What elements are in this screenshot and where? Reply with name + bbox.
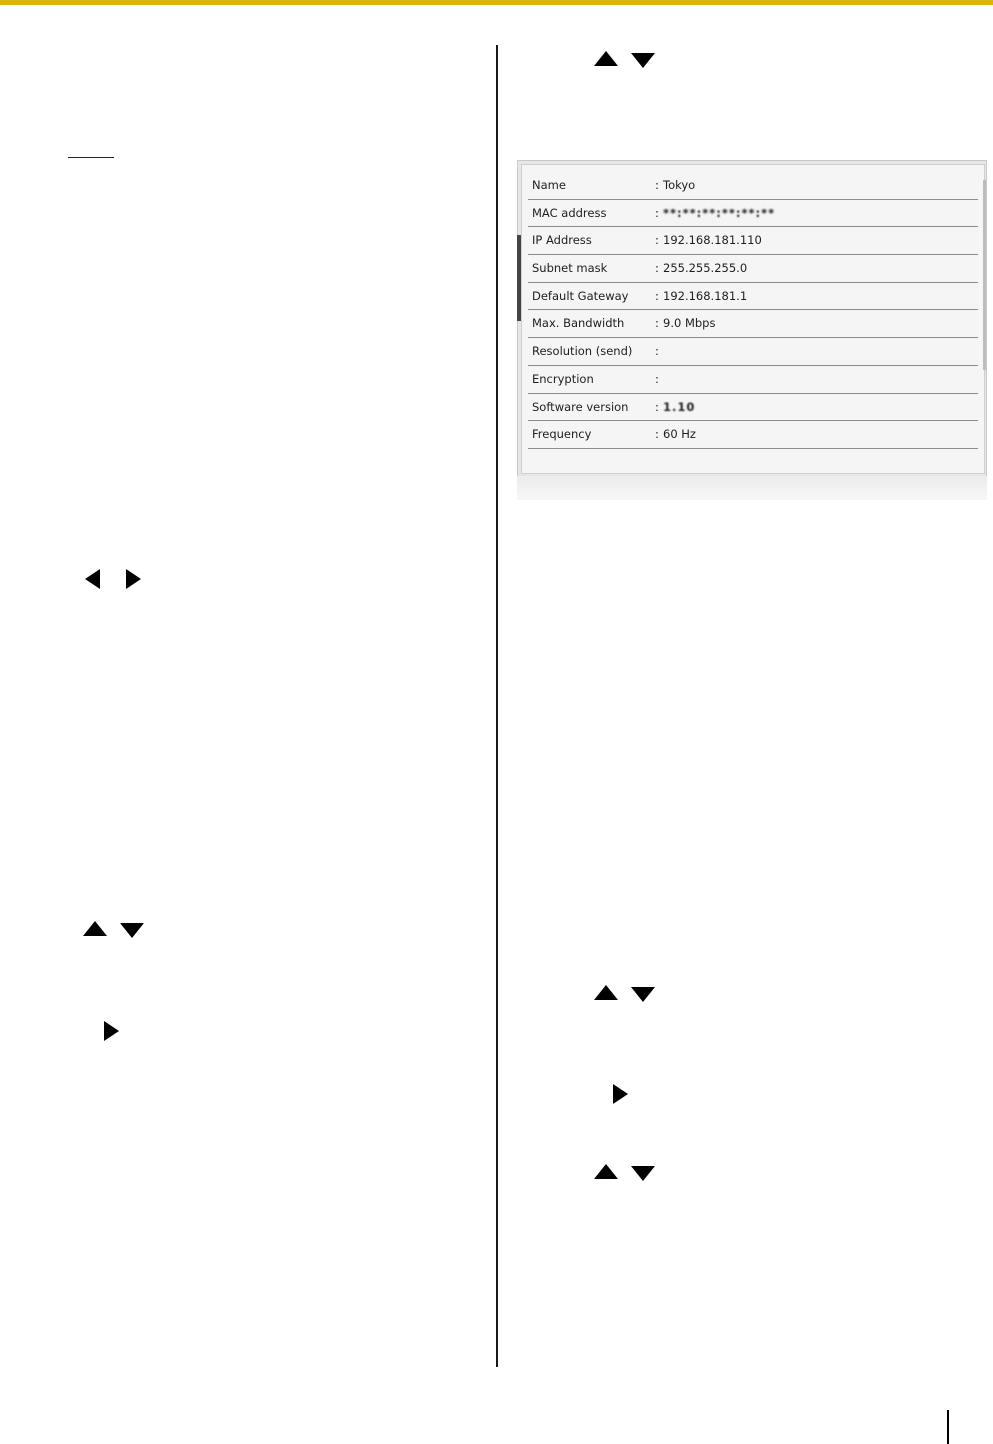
status-row-value: 192.168.181.1 xyxy=(663,288,748,303)
status-row-value: Tokyo xyxy=(663,178,696,192)
status-row-separator: : xyxy=(655,399,659,414)
column-divider xyxy=(496,45,498,1367)
arrow-down-icon xyxy=(120,923,144,938)
status-row-value: 60 Hz xyxy=(663,427,696,442)
status-row-label: IP Address xyxy=(532,233,592,248)
status-row-ip xyxy=(528,227,978,255)
arrow-up-icon xyxy=(594,51,618,66)
arrow-up-icon xyxy=(83,921,107,936)
status-row-name xyxy=(528,172,978,200)
status-row-label: Encryption xyxy=(532,371,594,386)
status-row-value: **:**:**:**:**:** xyxy=(663,205,776,220)
status-row-bandwidth xyxy=(528,310,978,338)
status-row-label: Resolution (send) xyxy=(532,344,633,359)
status-row-label: Default Gateway xyxy=(532,288,629,303)
status-row-value: 9.0 Mbps xyxy=(663,316,716,331)
status-row-label: Name xyxy=(532,178,566,192)
status-row-value: 255.255.255.0 xyxy=(663,261,748,276)
status-row-label: Software version xyxy=(532,399,629,414)
status-info-table xyxy=(528,172,978,449)
status-row-mac xyxy=(528,200,978,228)
status-row-resolution xyxy=(528,338,978,366)
status-row-separator: : xyxy=(655,178,659,192)
status-row-separator: : xyxy=(655,261,659,276)
note-underline xyxy=(68,157,114,158)
status-row-label: Subnet mask xyxy=(532,261,608,276)
status-row-separator: : xyxy=(655,371,659,386)
status-row-separator: : xyxy=(655,205,659,220)
status-row-value: 192.168.181.110 xyxy=(663,233,762,248)
status-row-encryption xyxy=(528,366,978,394)
arrow-up-icon xyxy=(594,985,618,1000)
status-screen-footer xyxy=(517,476,987,500)
status-row-subnet xyxy=(528,255,978,283)
status-row-frequency xyxy=(528,421,978,449)
status-row-gateway xyxy=(528,283,978,311)
status-row-label: Frequency xyxy=(532,427,592,442)
arrow-left-icon xyxy=(85,569,100,589)
status-row-separator: : xyxy=(655,233,659,248)
scroll-track xyxy=(983,180,986,370)
arrow-right-icon xyxy=(126,569,141,589)
status-row-separator: : xyxy=(655,288,659,303)
arrow-down-icon xyxy=(631,987,655,1002)
status-row-separator: : xyxy=(655,316,659,331)
arrow-right-icon xyxy=(613,1084,628,1104)
status-row-separator: : xyxy=(655,427,659,442)
status-row-software xyxy=(528,394,978,422)
header-color-bar xyxy=(0,0,993,5)
arrow-right-icon xyxy=(104,1021,119,1041)
page-number-rule xyxy=(947,1410,949,1444)
arrow-up-icon xyxy=(594,1164,618,1179)
status-row-label: Max. Bandwidth xyxy=(532,316,625,331)
status-row-label: MAC address xyxy=(532,205,607,220)
scroll-indicator xyxy=(517,235,521,321)
arrow-down-icon xyxy=(631,1166,655,1181)
status-row-separator: : xyxy=(655,344,659,359)
status-row-value: 1.10 xyxy=(663,399,696,414)
arrow-down-icon xyxy=(631,53,655,68)
